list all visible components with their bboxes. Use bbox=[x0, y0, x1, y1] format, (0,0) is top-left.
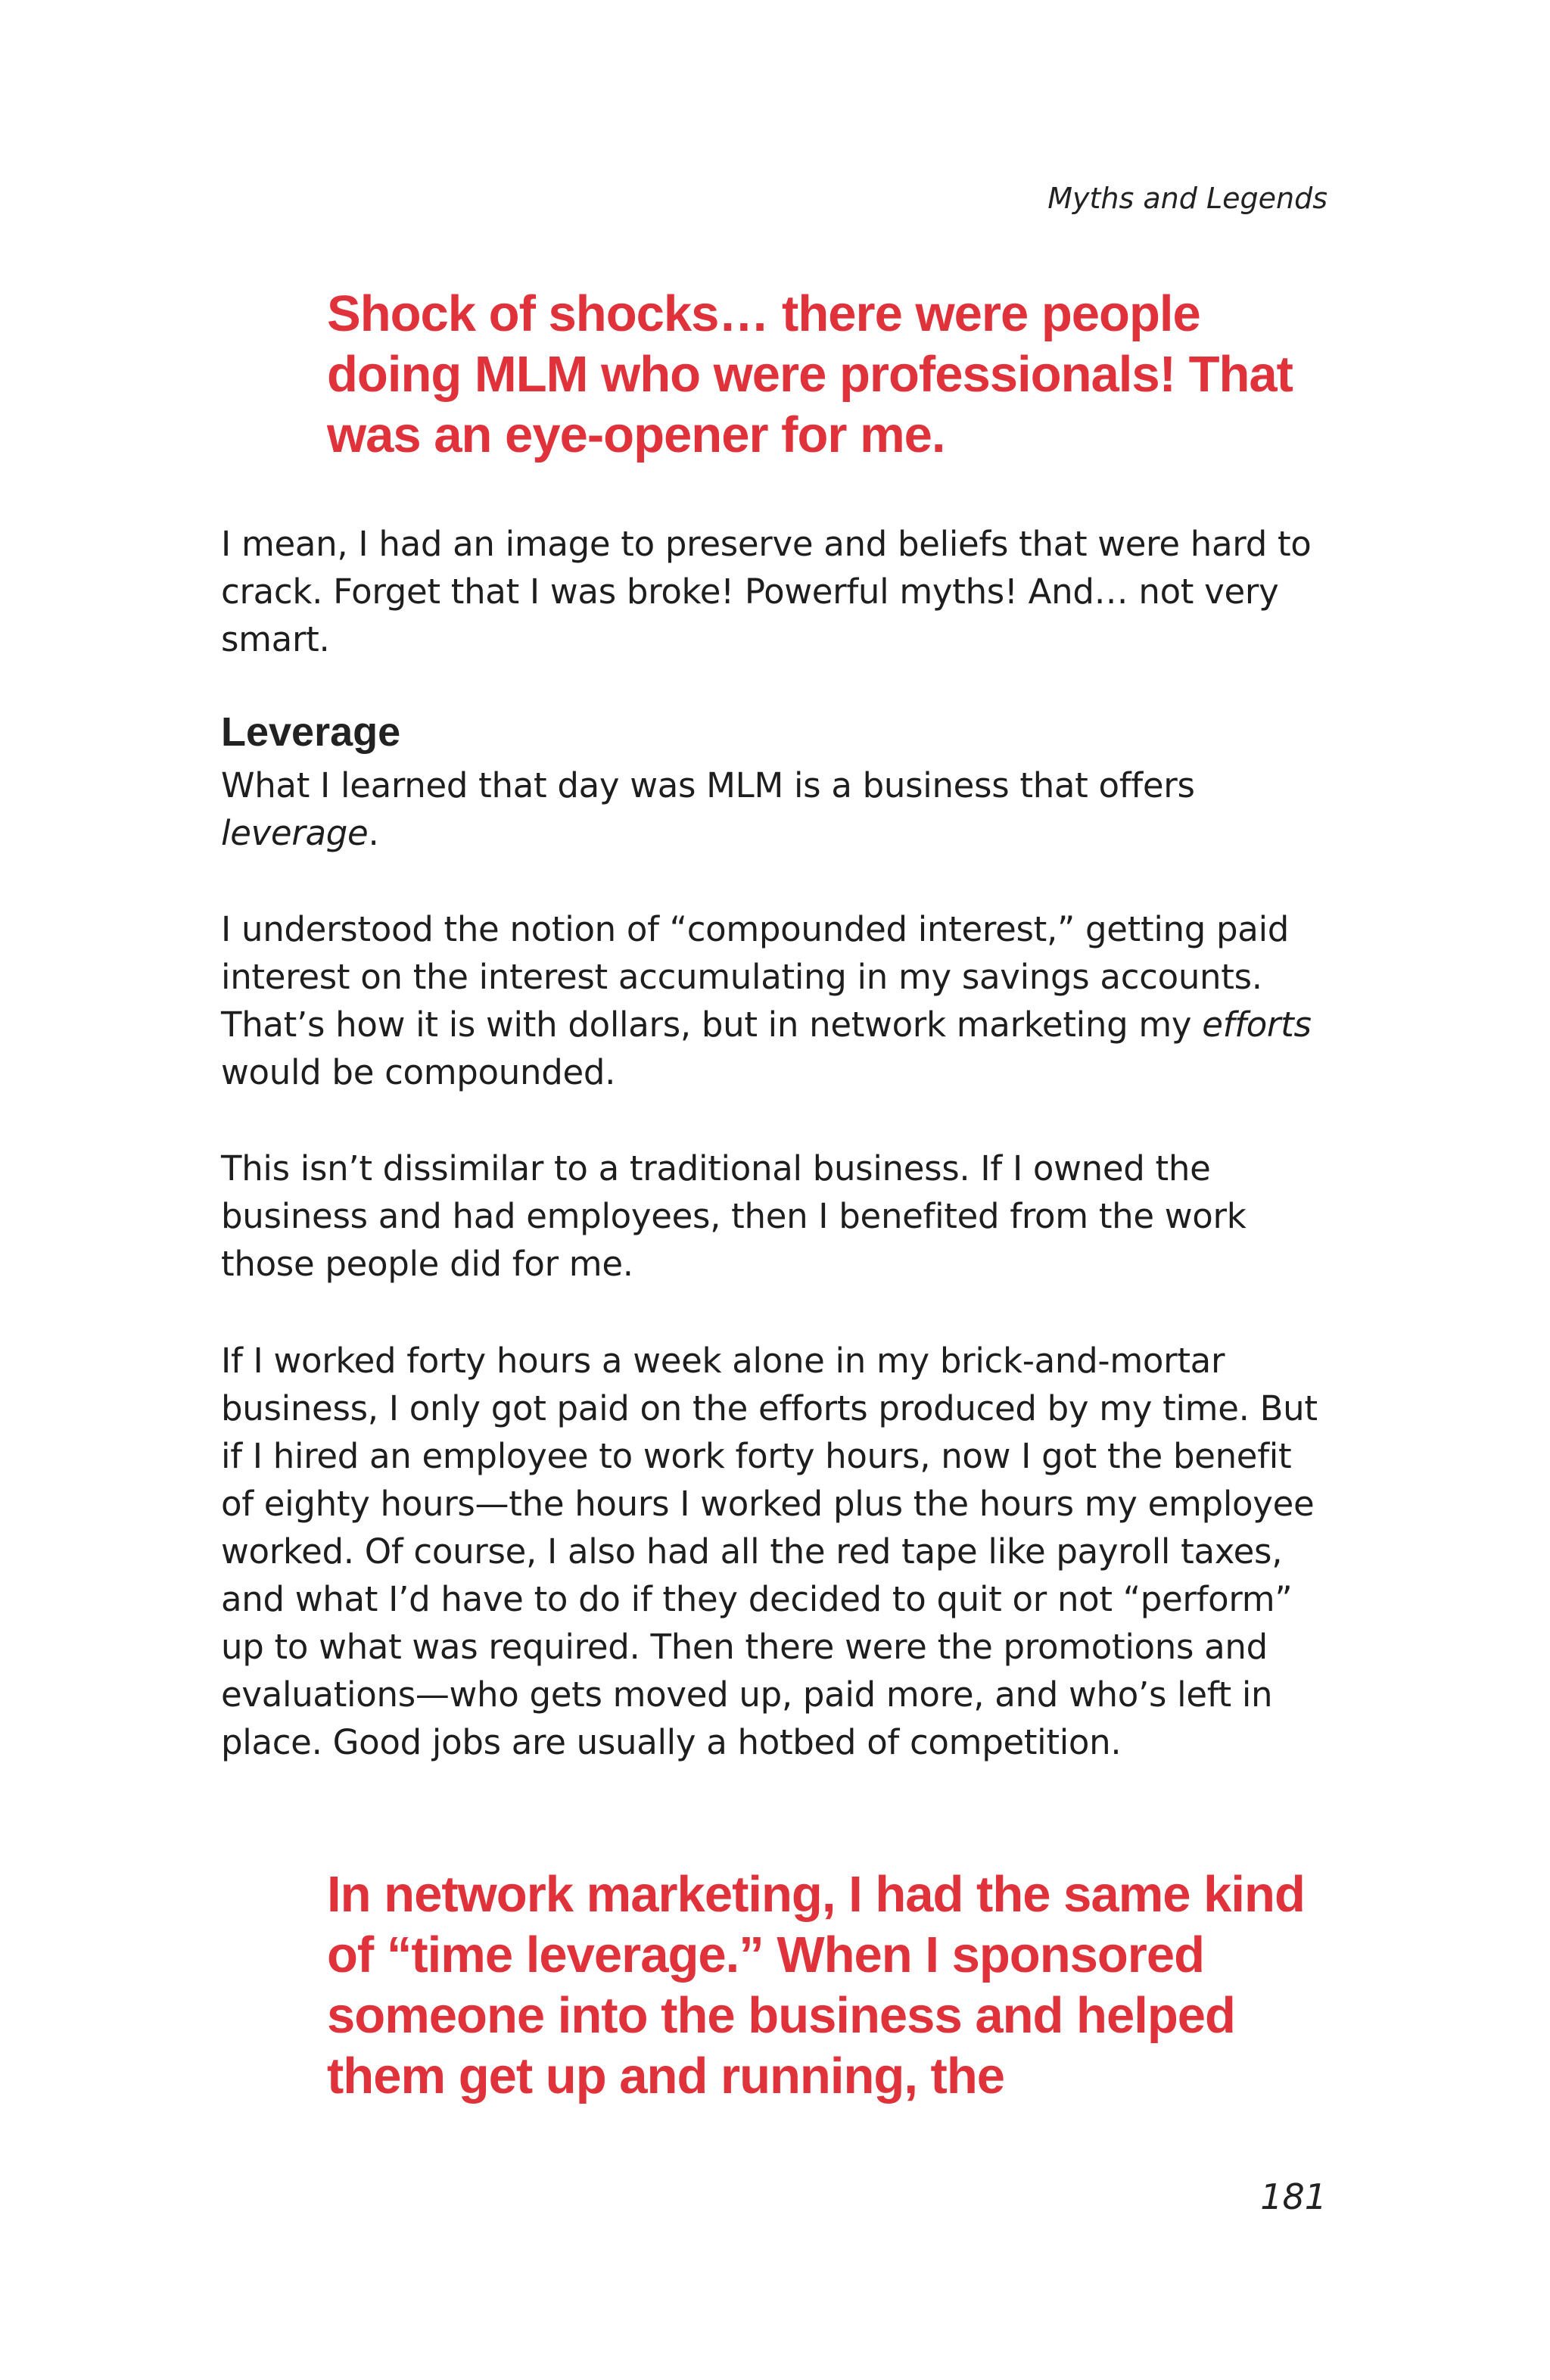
emphasis-text: efforts bbox=[1202, 1005, 1312, 1045]
emphasis-text: leverage bbox=[221, 813, 369, 853]
section-heading: Leverage bbox=[221, 709, 401, 755]
paragraph-text: would be compounded. bbox=[221, 1052, 616, 1092]
pull-quote: In network marketing, I had the same kind of “time leverage.” When I sponsored someone into the business and helped them get up and running, the bbox=[327, 1866, 1305, 2104]
paragraph-text: What I learned that day was MLM is a business that offers bbox=[221, 765, 1195, 805]
paragraph-text: . bbox=[368, 813, 379, 853]
page-number: 181 bbox=[1260, 2176, 1327, 2217]
paragraph-text: I understood the notion of “compounded interest,” getting paid interest on the interest accumulating in my savings accounts. That’s how it is with dollars, but in network marketing my bbox=[221, 909, 1290, 1045]
paragraph: This isn’t dissimilar to a traditional business. If I owned the business and had employees, then I benefited from the work those people did for me. bbox=[221, 1148, 1247, 1284]
paragraph: If I worked forty hours a week alone in my brick-and-mortar business, I only got paid on the efforts produced by my time. But if I hired an employee to work forty hours, now I got the benefit of eighty hours—the hours I worked plus the hours my employee worked. Of course, I also had all the red tape like payroll taxes, and what I’d have to do if they decided to quit or not “perform” up to what was required. Then there were the promotions and evaluations—who gets moved up, paid more, and who’s left in place. Good jobs are usually a hotbed of competition. bbox=[221, 1341, 1318, 1762]
pull-quote: Shock of shocks… there were people doing MLM who were professionals! That was an eye-opener for me. bbox=[327, 285, 1293, 463]
running-head: Myths and Legends bbox=[1047, 182, 1327, 215]
paragraph bbox=[221, 905, 1334, 1096]
paragraph: I mean, I had an image to preserve and beliefs that were hard to crack. Forget that I was broke! Powerful myths! And… not very smart. bbox=[221, 524, 1312, 659]
paragraph bbox=[221, 762, 1334, 857]
